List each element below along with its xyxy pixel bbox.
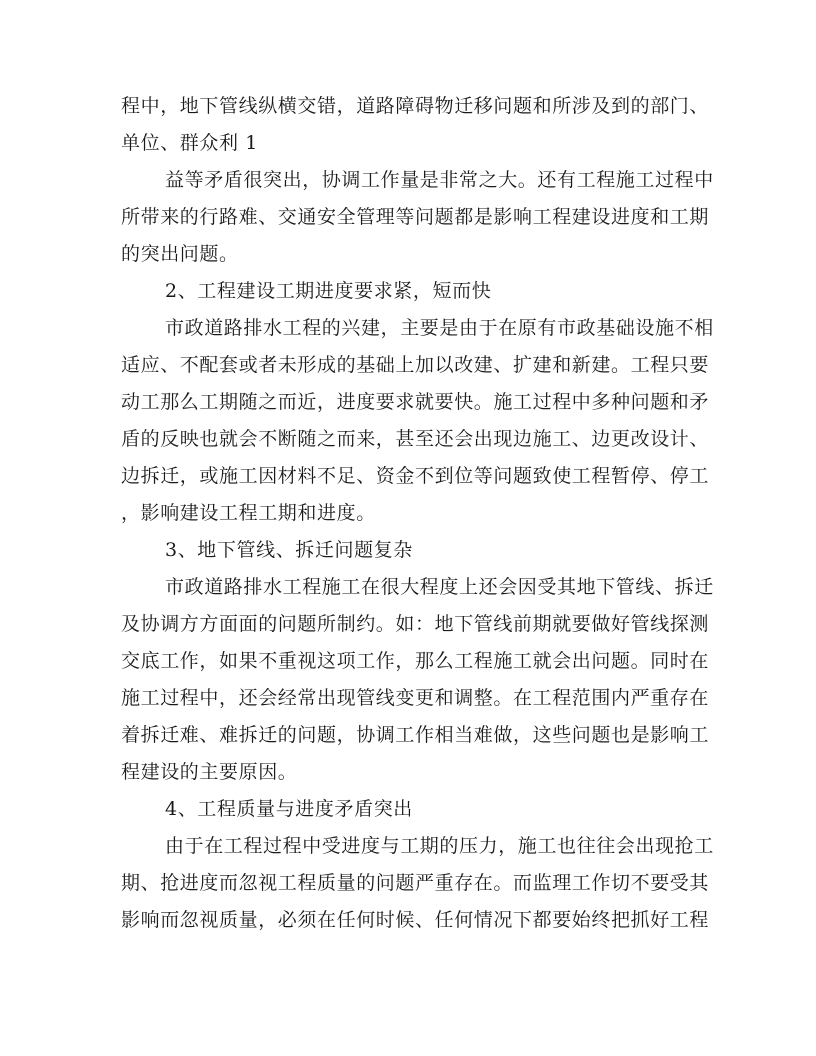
text-line: 交底工作，如果不重视这项工作，那么工程施工就会出问题。同时在 bbox=[121, 650, 710, 672]
text-line: ，影响建设工程工期和进度。 bbox=[121, 502, 376, 524]
text-line: 程中，地下管线纵横交错，道路障碍物迁移问题和所涉及到的部门、 bbox=[121, 95, 710, 117]
text-line: 动工那么工期随之而近，进度要求就要快。施工过程中多种问题和矛 bbox=[121, 391, 710, 413]
text-line: 市政道路排水工程施工在很大程度上还会因受其地下管线、拆迁 bbox=[165, 576, 714, 598]
text-line: 影响而忽视质量，必须在任何时候、任何情况下都要始终把抓好工程 bbox=[121, 909, 710, 931]
section-heading: 2、工程建设工期进度要求紧，短而快 bbox=[165, 280, 492, 302]
text-line: 程建设的主要原因。 bbox=[121, 761, 298, 783]
section-heading: 3、地下管线、拆迁问题复杂 bbox=[165, 539, 413, 561]
text-line: 盾的反映也就会不断随之而来，甚至还会出现边施工、边更改设计、 bbox=[121, 428, 710, 450]
text-line: 期、抢进度而忽视工程质量的问题严重存在。而监理工作切不要受其 bbox=[121, 872, 710, 894]
text-line: 由于在工程过程中受进度与工期的压力，施工也往往会出现抢工 bbox=[165, 835, 714, 857]
text-line: 单位、群众利 1 bbox=[121, 132, 258, 154]
text-line: 所带来的行路难、交通安全管理等问题都是影响工程建设进度和工期 bbox=[121, 206, 710, 228]
text-line: 施工过程中，还会经常出现管线变更和调整。在工程范围内严重存在 bbox=[121, 687, 710, 709]
section-heading: 4、工程质量与进度矛盾突出 bbox=[165, 798, 413, 820]
text-line: 益等矛盾很突出，协调工作量是非常之大。还有工程施工过程中 bbox=[165, 169, 714, 191]
text-line: 边拆迁，或施工因材料不足、资金不到位等问题致使工程暂停、停工 bbox=[121, 465, 710, 487]
text-line: 的突出问题。 bbox=[121, 243, 239, 265]
text-line: 市政道路排水工程的兴建，主要是由于在原有市政基础设施不相 bbox=[165, 317, 714, 339]
text-line: 着拆迁难、难拆迁的问题，协调工作相当难做，这些问题也是影响工 bbox=[121, 724, 710, 746]
text-line: 及协调方方面面的问题所制约。如：地下管线前期就要做好管线探测 bbox=[121, 613, 710, 635]
text-line: 适应、不配套或者未形成的基础上加以改建、扩建和新建。工程只要 bbox=[121, 354, 710, 376]
